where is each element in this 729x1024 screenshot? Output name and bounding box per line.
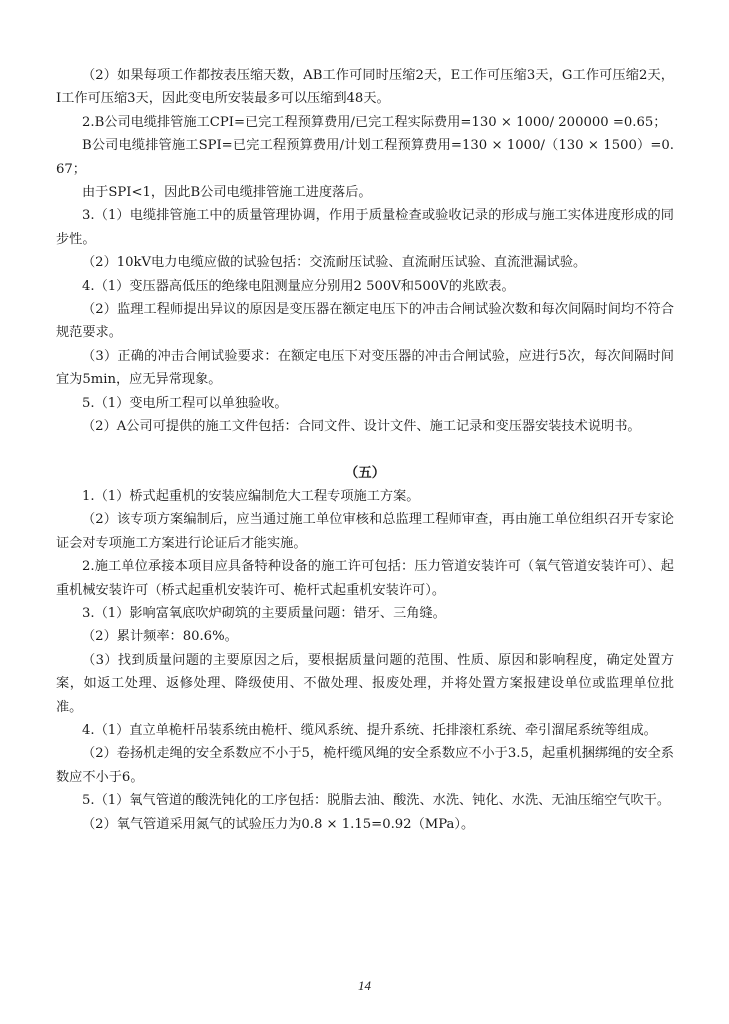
section-heading: （五） (344, 464, 386, 481)
answer-paragraph: （2）该专项方案编制后，应当通过施工单位审核和总监理工程师审查，再由施工单位组织召开专家论证会对专项施工方案进行论证后才能实施。 (56, 512, 674, 551)
answer-paragraph: （2）氧气管道采用氮气的试验压力为0.8 × 1.15=0.92（MPa）。 (82, 816, 475, 832)
answer-paragraph: （2）监理工程师提出异议的原因是变压器在额定电压下的冲击合闸试验次数和每次间隔时间均不符合规范要求。 (56, 302, 674, 341)
answer-paragraph: 5.（1）变电所工程可以单独验收。 (82, 395, 288, 411)
answer-paragraph: （2）如果每项工作都按表压缩天数，AB工作可同时压缩2天，E工作可压缩3天，G工作可压缩2天，I工作可压缩3天，因此变电所安装最多可以压缩到48天。 (56, 68, 674, 107)
answer-paragraph: 3.（1）电缆排管施工中的质量管理协调，作用于质量检查或验收记录的形成与施工实体进度形成的同步性。 (56, 208, 674, 247)
answer-paragraph: （3）正确的冲击合闸试验要求：在额定电压下对变压器的冲击合闸试验，应进行5次，每次间隔时间宜为5min，应无异常现象。 (56, 348, 674, 388)
answer-paragraph: （2）A公司可提供的施工文件包括：合同文件、设计文件、施工记录和变压器安装技术说明书。 (82, 419, 641, 435)
page-body (56, 64, 674, 836)
answer-paragraph: 5.（1）氧气管道的酸洗钝化的工序包括：脱脂去油、酸洗、水洗、钝化、水洗、无油压缩空气吹干。 (82, 793, 671, 809)
answer-paragraph: 2.B公司电缆排管施工CPI=已完工程预算费用/已完工程实际费用=130 × 1000/ 200000 =0.65； (82, 114, 667, 130)
answer-paragraph: 由于SPI<1，因此B公司电缆排管施工进度落后。 (82, 185, 372, 201)
answer-paragraph: （2）10kV电力电缆应做的试验包括：交流耐压试验、直流耐压试验、直流泄漏试验。 (82, 255, 587, 271)
answer-paragraph: 3.（1）影响富氧底吹炉砌筑的主要质量问题：错牙、三角缝。 (82, 605, 446, 621)
answer-paragraph: （2）累计频率：80.6%。 (82, 629, 238, 645)
answer-paragraph: 2.施工单位承接本项目应具备特种设备的施工许可包括：压力管道安装许可（氧气管道安装许可）、起重机械安装许可（桥式起重机安装许可、桅杆式起重机安装许可）。 (56, 559, 674, 598)
answer-paragraph: 4.（1）直立单桅杆吊装系统由桅杆、缆风系统、提升系统、托排滚杠系统、牵引溜尾系统等组成。 (82, 722, 657, 738)
answer-paragraph: 4.（1）变压器高低压的绝缘电阻测量应分别用2 500V和500V的兆欧表。 (82, 278, 515, 294)
section-spacer (56, 439, 674, 462)
answer-paragraph: B公司电缆排管施工SPI=已完工程预算费用/计划工程预算费用=130 × 1000/（130 × 1500）=0.67； (56, 138, 674, 177)
answer-paragraph: （2）卷扬机走绳的安全系数应不小于5，桅杆缆风绳的安全系数应不小于3.5，起重机捆绑绳的安全系数应不小于6。 (56, 746, 674, 785)
answer-paragraph: 1.（1）桥式起重机的安装应编制危大工程专项施工方案。 (82, 488, 420, 504)
page-number: 14 (358, 978, 371, 993)
answer-paragraph: （3）找到质量问题的主要原因之后，要根据质量问题的范围、性质、原因和影响程度，确定处置方案，如返工处理、返修处理、降级使用、不做处理、报废处理，并将处置方案报建设单位或监理单位批准。 (56, 652, 674, 715)
